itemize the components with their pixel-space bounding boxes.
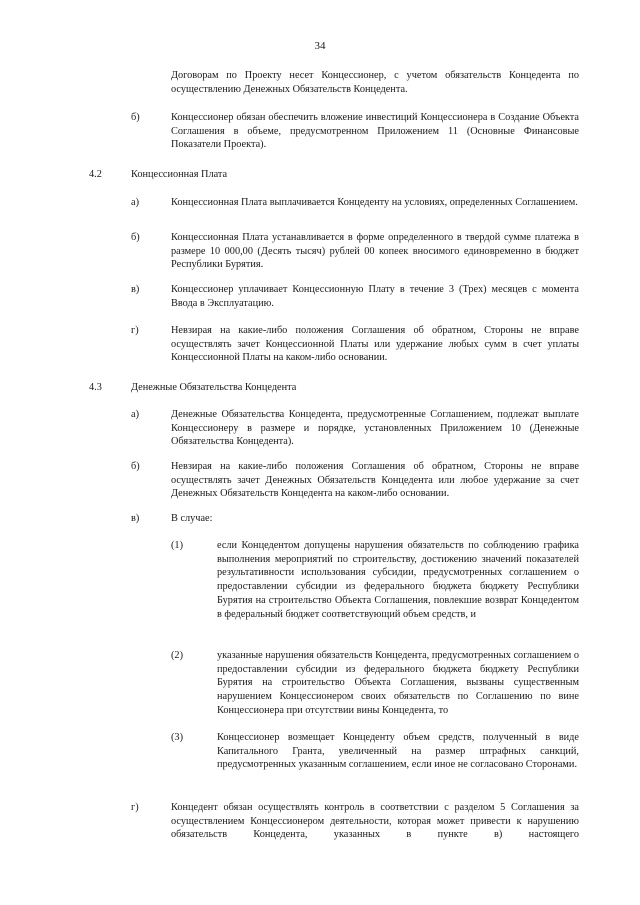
section-title: Концессионная Плата — [131, 169, 228, 180]
page-number: 34 — [314, 40, 326, 52]
subitem-text: Концессионер возмещает Концеденту объем средств, полученный в виде Капитального Гранта, увеличенный на размер штрафных санкций, предусмотренных указанным соглашением, если иное не согласовано Сторонами. — [217, 732, 579, 771]
item-text: Концессионер уплачивает Концессионную Плату в течение 3 (Трех) месяцев с момента Ввода в Эксплуатацию. — [171, 284, 579, 309]
item-marker: в) — [131, 284, 140, 295]
section-title: Денежные Обязательства Концедента — [131, 382, 297, 393]
item-marker: г) — [131, 802, 139, 813]
item-marker: в) — [131, 513, 140, 524]
item-marker: а) — [131, 197, 139, 208]
item-text: Невзирая на какие-либо положения Соглашения об обратном, Стороны не вправе осуществлять зачет Денежных Обязательств Концедента или любое удержание за счет Денежных Обязательств Концедента на каком-либо основании. — [171, 461, 579, 500]
item-marker: б) — [131, 232, 140, 243]
item-text: Денежные Обязательства Концедента, предусмотренные Соглашением, подлежат выплате Концессионеру в размере и порядке, установленных Приложением 10 (Денежные Обязательства Концедента). — [171, 409, 579, 448]
item-text: Концессионная Плата выплачивается Концеденту на условиях, определенных Соглашением. — [171, 197, 578, 208]
item-text: Концессионная Плата устанавливается в форме определенного в твердой сумме платежа в размере 10 000,00 (Десять тысяч) рублей 00 копеек вносимого единовременно в бюджет Республики Бурятия. — [171, 232, 579, 271]
continuation-paragraph: Договорам по Проекту несет Концессионер, с учетом обязательств Концедента по осуществлению Денежных Обязательств Концедента. — [171, 70, 579, 95]
item-text: Невзирая на какие-либо положения Соглашения об обратном, Стороны не вправе осуществлять зачет Концессионной Платы или удержание любых сумм в счет уплаты Концессионной Платы на каком-либо основании. — [171, 325, 579, 364]
subitem-marker: (3) — [171, 732, 184, 743]
item-text: Концедент обязан осуществлять контроль в соответствии с разделом 5 Соглашения за осуществлением Концессионером деятельности, которая может привести к нарушению обязательств Концедента, указанных в пункте в) настоящего — [171, 802, 579, 841]
subitem-marker: (1) — [171, 540, 184, 551]
item-text: Концессионер обязан обеспечить вложение инвестиций Концессионера в Создание Объекта Соглашения в объеме, предусмотренном Приложением 11 (Основные Финансовые Показатели Проекта). — [171, 112, 579, 151]
item-marker: а) — [131, 409, 139, 420]
item-marker: б) — [131, 112, 140, 123]
subitem-text: если Концедентом допущены нарушения обязательств по соблюдению графика выполнения мероприятий по строительству, достижению значений показателей результативности использования субсидии, предусмотренных соглашением о предоставлении субсидии из федерального бюджета бюджету Республики Бурятия на строительство Объекта Соглашения, повлекшие возврат Концедентом в федеральный бюджет соответствующий объем средств, и — [217, 540, 579, 620]
item-marker: б) — [131, 461, 140, 472]
subitem-marker: (2) — [171, 650, 184, 661]
item-text: В случае: — [171, 513, 213, 524]
section-number: 4.2 — [89, 169, 102, 180]
section-number: 4.3 — [89, 382, 102, 393]
item-marker: г) — [131, 325, 139, 336]
subitem-text: указанные нарушения обязательств Концедента, предусмотренных соглашением о предоставлении субсидии из федерального бюджета бюджету Республики Бурятия на строительство Объекта Соглашения, вызваны существенным нарушением Концессионером своих обязательств по Соглашению по вине Концессионера при отсутствии вины Концедента, то — [217, 650, 579, 716]
